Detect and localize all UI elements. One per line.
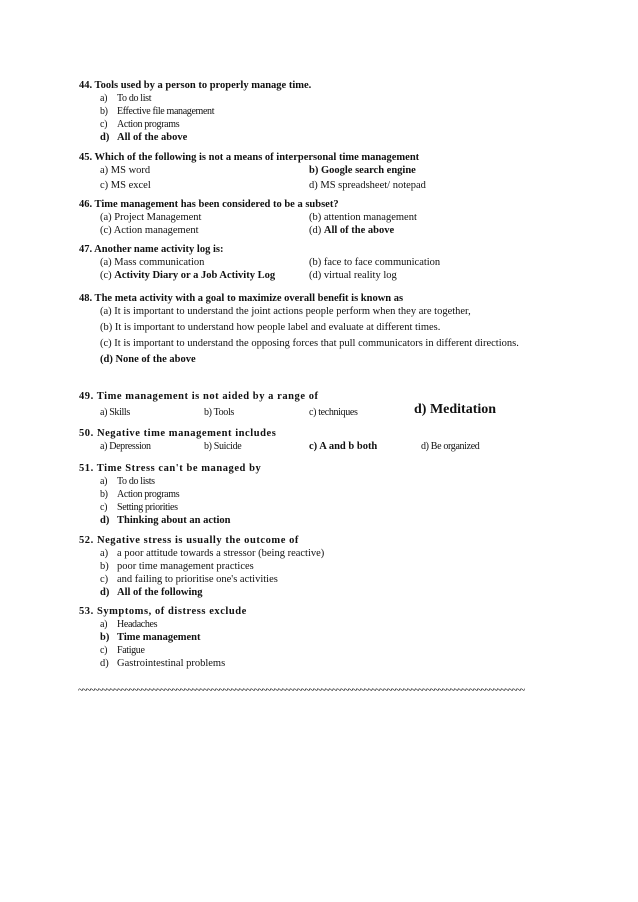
q53-letter-b: b) xyxy=(100,632,110,643)
q52-option-b: poor time management practices xyxy=(117,561,254,572)
tilde-separator: ~~~~~~~~~~~~~~~~~~~~~~~~~~~~~~~~~~~~~~~~~~~~~~~~~~~~~~~~~~~~~~~~~~~~~~~~~~~~~~~~~~~~~~~~~~~~~~~~~~~~~~~~~~~~~~~~~~ xyxy=(78,688,524,694)
q48-option-d-answer: (d) None of the above xyxy=(100,354,196,365)
q50-option-d: d) Be organized xyxy=(421,441,480,452)
q46-option-d xyxy=(309,224,394,237)
q44-option-a: To do list xyxy=(117,93,152,104)
q47-option-a: (a) Mass communication xyxy=(100,257,205,268)
q49-option-c: c) techniques xyxy=(309,407,358,418)
q45-option-b-answer: b) Google search engine xyxy=(309,165,416,176)
q47-option-c-answer: Activity Diary or a Job Activity Log xyxy=(114,270,276,281)
q50-option-a: a) Depression xyxy=(100,441,151,452)
question-44: 44. Tools used by a person to properly manage time. xyxy=(79,80,312,91)
q46-option-d-prefix: (d) xyxy=(309,225,324,236)
q52-letter-b: b) xyxy=(100,561,109,572)
question-49: 49. Time management is not aided by a range of xyxy=(79,391,319,402)
q44-option-c: Action programs xyxy=(117,119,180,130)
q52-option-d-answer: All of the following xyxy=(117,587,203,598)
q46-option-c: (c) Action management xyxy=(100,225,199,236)
q52-letter-a: a) xyxy=(100,548,109,559)
q45-option-a: a) MS word xyxy=(100,165,151,176)
q53-letter-d: d) xyxy=(100,658,109,669)
q47-option-c-prefix: (c) xyxy=(100,270,115,281)
q52-option-a: a poor attitude towards a stressor (being reactive) xyxy=(117,548,325,559)
q48-option-a: (a) It is important to understand the joint actions people perform when they are together, xyxy=(100,306,471,317)
q51-letter-a: a) xyxy=(100,476,108,487)
q47-option-c xyxy=(100,269,275,282)
question-48: 48. The meta activity with a goal to maximize overall benefit is known as xyxy=(79,293,404,304)
q53-option-b-answer: Time management xyxy=(117,632,201,643)
q53-option-c: Fatigue xyxy=(117,645,145,656)
question-51: 51. Time Stress can't be managed by xyxy=(79,463,262,474)
q44-letter-a: a) xyxy=(100,93,108,104)
q44-option-b: Effective file management xyxy=(117,106,215,117)
q51-letter-d: d) xyxy=(100,515,110,526)
q45-option-c: c) MS excel xyxy=(100,180,151,191)
q48-option-c: (c) It is important to understand the opposing forces that pull communicators in different directions. xyxy=(100,338,519,349)
question-52: 52. Negative stress is usually the outcome of xyxy=(79,535,299,546)
q49-option-b: b) Tools xyxy=(204,407,234,418)
q51-option-b: Action programs xyxy=(117,489,180,500)
q53-option-a: Headaches xyxy=(117,619,158,630)
q53-letter-a: a) xyxy=(100,619,108,630)
question-47: 47. Another name activity log is: xyxy=(79,244,224,255)
q51-letter-b: b) xyxy=(100,489,108,500)
question-45: 45. Which of the following is not a means of interpersonal time management xyxy=(79,152,420,163)
q53-option-d: Gastrointestinal problems xyxy=(117,658,226,669)
q44-letter-d: d) xyxy=(100,132,110,143)
question-50: 50. Negative time management includes xyxy=(79,428,277,439)
question-53: 53. Symptoms, of distress exclude xyxy=(79,606,247,617)
q50-option-b: b) Suicide xyxy=(204,441,242,452)
q49-option-a: a) Skills xyxy=(100,407,130,418)
q46-option-d-answer: All of the above xyxy=(323,225,395,236)
q52-option-c: and failing to prioritise one's activities xyxy=(117,574,278,585)
q44-letter-b: b) xyxy=(100,106,108,117)
q51-option-c: Setting priorities xyxy=(117,502,178,513)
q52-letter-c: c) xyxy=(100,574,109,585)
q52-letter-d: d) xyxy=(100,587,110,598)
q50-option-c-answer: c) A and b both xyxy=(309,441,378,452)
q48-option-b: (b) It is important to understand how people label and evaluate at different times. xyxy=(100,322,441,333)
q53-letter-c: c) xyxy=(100,645,108,656)
q45-option-d: d) MS spreadsheet/ notepad xyxy=(309,180,426,191)
q51-letter-c: c) xyxy=(100,502,108,513)
q46-option-a: (a) Project Management xyxy=(100,212,202,223)
q44-option-d-answer: All of the above xyxy=(117,132,188,143)
q44-letter-c: c) xyxy=(100,119,108,130)
q46-option-b: (b) attention management xyxy=(309,212,417,223)
question-46: 46. Time management has been considered to be a subset? xyxy=(79,199,339,210)
q47-option-b: (b) face to face communication xyxy=(309,257,441,268)
q51-option-a: To do lists xyxy=(117,476,155,487)
q51-option-d-answer: Thinking about an action xyxy=(117,515,231,526)
q47-option-d: (d) virtual reality log xyxy=(309,270,397,281)
q49-option-d-answer: d) Meditation xyxy=(414,402,497,417)
